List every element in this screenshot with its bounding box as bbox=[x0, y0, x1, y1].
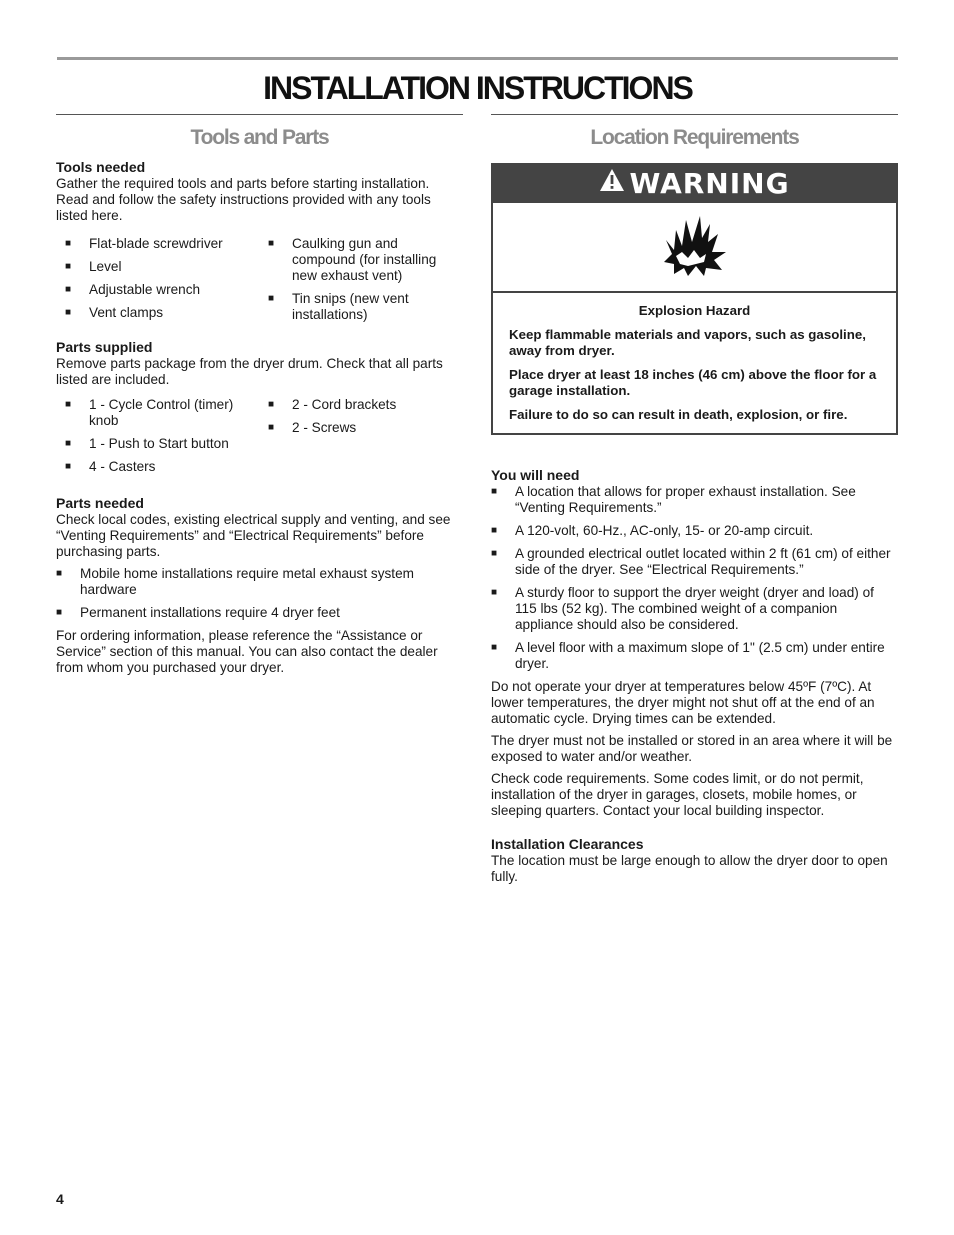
bullet-icon: ■ bbox=[65, 238, 72, 249]
warning-body bbox=[493, 293, 896, 433]
list-item: ■ 2 - Screws bbox=[268, 420, 357, 435]
list-item: ■ 1 - Push to Start button bbox=[65, 436, 229, 451]
list-item: ■ Vent clamps bbox=[65, 305, 164, 320]
list-item: ■ Caulking gun and compound (for installing new exhaust vent) bbox=[268, 236, 437, 283]
installation-clearances-text: The location must be large enough to allow the dryer door to open fully. bbox=[491, 853, 888, 884]
tools-list bbox=[56, 236, 463, 330]
list-item: ■ A 120-volt, 60-Hz., AC-only, 15- or 20-amp circuit. bbox=[491, 523, 814, 538]
warning-line: Keep flammable materials and vapors, such as gasoline, away from dryer. bbox=[509, 327, 866, 358]
tools-and-parts-title: Tools and Parts bbox=[190, 126, 329, 149]
bullet-icon: ■ bbox=[268, 422, 275, 433]
tools-needed-heading: Tools needed bbox=[56, 159, 146, 175]
bullet-icon: ■ bbox=[491, 642, 498, 653]
bullet-icon: ■ bbox=[268, 238, 275, 249]
list-item: ■ Adjustable wrench bbox=[65, 282, 201, 297]
list-item: ■ 1 - Cycle Control (timer) knob bbox=[65, 397, 234, 428]
warning-header bbox=[493, 165, 896, 201]
bullet-icon: ■ bbox=[491, 525, 498, 536]
warning-label: WARNING bbox=[629, 166, 790, 200]
list-item: ■ A sturdy floor to support the dryer weight (dryer and load) of 115 lbs (52 kg). The combined weight of a companion appliance should also be considered. bbox=[491, 585, 874, 632]
list-item: ■ Flat-blade screwdriver bbox=[65, 236, 223, 251]
tools-and-parts-column bbox=[56, 114, 463, 676]
page-title: INSTALLATION INSTRUCTIONS bbox=[263, 70, 692, 106]
bullet-icon: ■ bbox=[268, 399, 275, 410]
bullet-icon: ■ bbox=[491, 587, 498, 598]
paragraph: The dryer must not be installed or stored in an area where it will be exposed to water and/or weather. bbox=[491, 733, 893, 764]
list-item: ■ 2 - Cord brackets bbox=[268, 397, 397, 412]
list-item: ■ 4 - Casters bbox=[65, 459, 156, 474]
you-will-need-heading: You will need bbox=[491, 467, 580, 483]
explosion-icon-area bbox=[493, 201, 896, 293]
bullet-icon: ■ bbox=[268, 293, 275, 304]
column-rule bbox=[491, 114, 898, 115]
bullet-icon: ■ bbox=[65, 307, 72, 318]
you-will-need-list bbox=[491, 484, 898, 672]
tools-needed-intro: Gather the required tools and parts before starting installation. Read and follow the safety instructions provided with any tools listed here. bbox=[56, 176, 431, 223]
parts-needed-list bbox=[56, 566, 463, 621]
warning-line: Place dryer at least 18 inches (46 cm) above the floor for a garage installation. bbox=[509, 367, 877, 398]
location-requirements-column bbox=[491, 114, 898, 885]
bullet-icon: ■ bbox=[65, 284, 72, 295]
location-requirements-title: Location Requirements bbox=[590, 126, 799, 149]
bullet-icon: ■ bbox=[491, 548, 498, 559]
parts-supplied-intro: Remove parts package from the dryer drum. Check that all parts listed are included. bbox=[56, 356, 443, 387]
warning-triangle-icon bbox=[599, 168, 625, 198]
list-item: ■ Tin snips (new vent installations) bbox=[268, 291, 409, 322]
column-rule bbox=[56, 114, 463, 115]
bullet-icon: ■ bbox=[65, 261, 72, 272]
bullet-icon: ■ bbox=[65, 438, 72, 449]
list-item: ■ Permanent installations require 4 dryer feet bbox=[56, 605, 340, 620]
bullet-icon: ■ bbox=[56, 607, 63, 618]
top-rule bbox=[57, 57, 898, 60]
ordering-info: For ordering information, please reference the “Assistance or Service” section of this manual. You can also contact the dealer from whom you purchased your dryer. bbox=[56, 628, 438, 675]
bullet-icon: ■ bbox=[65, 461, 72, 472]
parts-supplied-heading: Parts supplied bbox=[56, 339, 153, 355]
hazard-title: Explosion Hazard bbox=[638, 303, 751, 318]
list-item: ■ A level floor with a maximum slope of 1" (2.5 cm) under entire dryer. bbox=[491, 640, 885, 671]
bullet-icon: ■ bbox=[65, 399, 72, 410]
installation-clearances-heading: Installation Clearances bbox=[491, 836, 644, 852]
paragraph: Do not operate your dryer at temperatures below 45ºF (7ºC). At lower temperatures, the dryer might not shut off at the end of an automatic cycle. Drying times can be extended. bbox=[491, 679, 875, 726]
parts-needed-heading: Parts needed bbox=[56, 495, 144, 511]
warning-box bbox=[491, 163, 898, 435]
bullet-icon: ■ bbox=[491, 486, 498, 497]
paragraph: Check code requirements. Some codes limit, or do not permit, installation of the dryer in garages, closets, mobile homes, or sleeping quarters. Contact your local building inspector. bbox=[491, 771, 864, 818]
list-item: ■ Mobile home installations require metal exhaust system hardware bbox=[56, 566, 414, 597]
page-number: 4 bbox=[56, 1191, 64, 1207]
explosion-icon bbox=[660, 212, 730, 283]
list-item: ■ A grounded electrical outlet located within 2 ft (61 cm) of either side of the dryer. See “Electrical Requirements.” bbox=[491, 546, 891, 577]
list-item: ■ Level bbox=[65, 259, 122, 274]
parts-supplied-list bbox=[56, 397, 463, 482]
list-item: ■ A location that allows for proper exhaust installation. See “Venting Requirements.” bbox=[491, 484, 856, 515]
parts-needed-intro: Check local codes, existing electrical supply and venting, and see “Venting Requirements” and “Electrical Requirements” before purchasing parts. bbox=[56, 512, 451, 559]
bullet-icon: ■ bbox=[56, 568, 63, 579]
warning-line: Failure to do so can result in death, explosion, or fire. bbox=[509, 407, 848, 422]
